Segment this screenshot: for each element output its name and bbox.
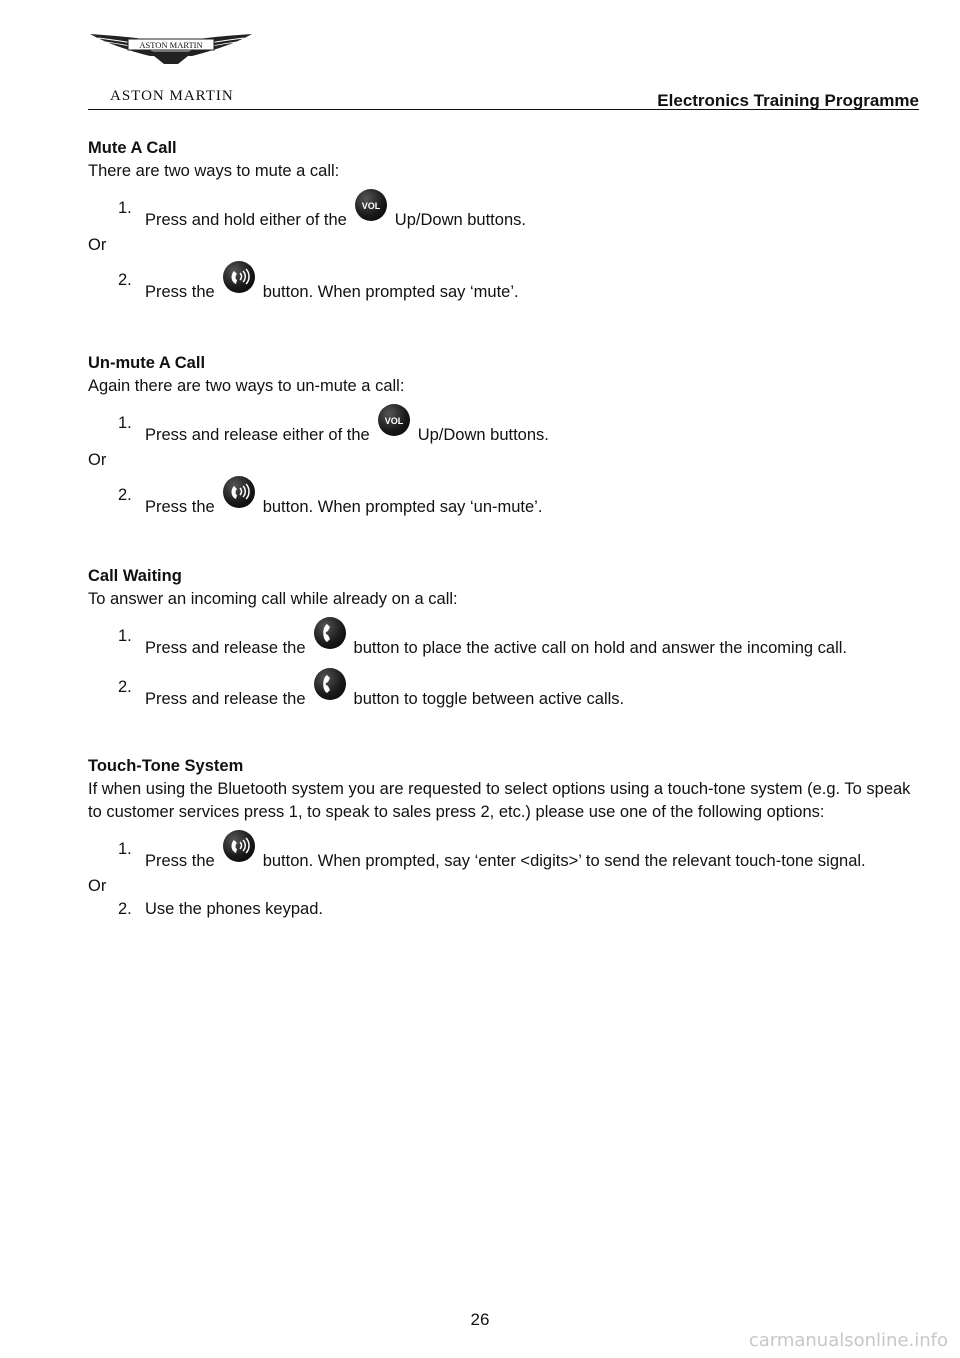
list-item [88,412,920,447]
phone-button-icon [314,668,346,700]
list-item [88,676,920,711]
svg-text:ASTON MARTIN: ASTON MARTIN [139,40,203,50]
or-separator: Or [88,877,107,895]
section-heading: Un-mute A Call [88,354,206,372]
step-text-after: button. When prompted, say ‘enter <digits>’ to send the relevant touch-tone signal. [262,852,866,870]
section-intro: There are two ways to mute a call: [88,162,340,180]
page-content [88,137,920,921]
list-item [88,898,920,921]
step-text-after: Up/Down buttons. [417,426,549,444]
section-heading: Mute A Call [88,139,177,157]
step-text-after: button to place the active call on hold and answer the incoming call. [353,639,847,657]
voice-button-icon [223,476,255,508]
step-text-before: Press the [145,283,215,301]
section-touch-tone [88,755,920,921]
step-text-after: Up/Down buttons. [394,211,526,229]
step-text-before: Press and release the [145,690,306,708]
step-text-before: Press the [145,498,215,516]
voice-button-icon [223,830,255,862]
svg-text:VOL: VOL [384,416,403,426]
step-text: Use the phones keypad. [145,900,323,918]
list-item [88,625,920,660]
brand-name: ASTON MARTIN [110,88,234,104]
step-text-before: Press and hold either of the [145,211,347,229]
list-item [88,197,920,232]
step-text-after: button. When prompted say ‘un-mute’. [262,498,543,516]
or-separator: Or [88,451,107,469]
section-intro: Again there are two ways to un-mute a call: [88,377,405,395]
list-item [88,484,920,519]
document-title: Electronics Training Programme [657,91,919,110]
section-intro: If when using the Bluetooth system you are requested to select options using a touch-tone system (e.g. To speak to customer services press 1, to speak to sales press 2, etc.) please use one of the following options: [88,780,911,821]
or-separator: Or [88,236,107,254]
list-number: 2. [118,271,132,289]
step-text-after: button. When prompted say ‘mute’. [262,283,519,301]
list-number: 2. [118,678,132,696]
watermark: carmanualsonline.info [748,1330,948,1351]
section-call-waiting [88,565,920,711]
step-text-before: Press the [145,852,215,870]
step-text-after: button to toggle between active calls. [353,690,625,708]
vol-button-icon [355,189,387,221]
list-number: 1. [118,840,132,858]
section-heading: Call Waiting [88,567,182,585]
list-item [88,269,920,304]
svg-text:VOL: VOL [361,201,381,211]
page-header [0,0,960,112]
section-heading: Touch-Tone System [88,757,244,775]
aston-martin-wings-logo [88,30,254,70]
list-number: 2. [118,486,132,504]
section-mute-call [88,137,920,304]
list-item [88,838,920,873]
vol-button-icon [378,404,410,436]
voice-button-icon [223,261,255,293]
list-number: 2. [118,900,132,918]
phone-button-icon [314,617,346,649]
header-divider [88,109,919,110]
step-text-before: Press and release the [145,639,306,657]
page-number: 26 [470,1310,490,1329]
section-unmute-call [88,352,920,519]
step-text-before: Press and release either of the [145,426,370,444]
list-number: 1. [118,414,132,432]
list-number: 1. [118,199,132,217]
section-intro: To answer an incoming call while already on a call: [88,590,458,608]
list-number: 1. [118,627,132,645]
